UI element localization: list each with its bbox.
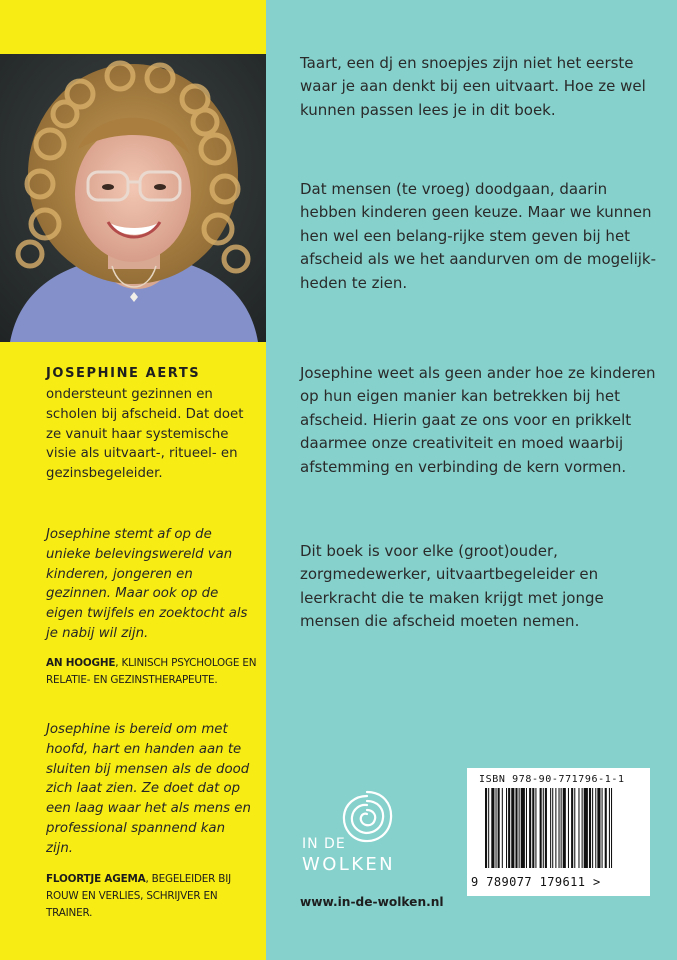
endorsement-attribution bbox=[46, 871, 266, 922]
author-bio: ondersteunt gezinnen en scholen bij afscheid. Dat doet ze vanuit haar systemische visie als uitvaart-, ritueel- en gezinsbegeleider. bbox=[46, 387, 244, 482]
blurb-paragraph: Dat mensen (te vroeg) doodgaan, daarin hebben kinderen geen keuze. Maar we kunnen hen wel een belang-rijke stem geven bij het afscheid als we het aandurven om de mogelijk-heden te zien. bbox=[300, 180, 657, 292]
author-name: JOSEPHINE AERTS bbox=[46, 366, 201, 381]
isbn-label: ISBN 978-90-771796-1-1 bbox=[479, 774, 625, 785]
author-photo bbox=[0, 54, 266, 342]
barcode-bars bbox=[475, 788, 643, 874]
publisher-name-line1: IN DE bbox=[302, 836, 346, 852]
blurb-paragraph: Josephine weet als geen ander hoe ze kinderen op hun eigen manier kan betrekken bij het afscheid. Hierin gaat ze ons voor en prikkelt daarmee onze creativiteit en moed waarbij afstemming en verbinding de kern vormen. bbox=[300, 364, 656, 476]
isbn-digits: 9 789077 179611 > bbox=[471, 875, 601, 889]
endorser-role: , KLINISCH PSYCHOLOGE EN RELATIE- EN GEZINSTHERAPEUTE. bbox=[46, 657, 257, 686]
endorser-name: AN HOOGHE bbox=[46, 657, 116, 669]
endorser-role: , BEGELEIDER BIJ ROUW EN VERLIES, SCHRIJVER EN TRAINER. bbox=[46, 873, 231, 919]
endorsement-quote: Josephine stemt af op de unieke belevingswereld van kinderen, jongeren en gezinnen. Maar ook op de eigen twijfels en zoektocht als je nabij wil zijn. bbox=[46, 527, 248, 641]
blurb-paragraph: Taart, een dj en snoepjes zijn niet het eerste waar je aan denkt bij een uitvaart. Hoe ze wel kunnen passen lees je in dit boek. bbox=[300, 54, 646, 119]
blurb-paragraph: Dit boek is voor elke (groot)ouder, zorgmedewerker, uitvaartbegeleider en leerkracht die te maken krijgt met jonge mensen die afscheid moeten nemen. bbox=[300, 542, 604, 631]
publisher-logo bbox=[302, 788, 412, 888]
endorsement-attribution bbox=[46, 655, 266, 689]
endorsement-quote: Josephine is bereid om met hoofd, hart en handen aan te sluiten bij mensen als de dood zich laat zien. Ze doet dat op een laag waar het als mens en professional spannend kan zijn. bbox=[46, 722, 251, 856]
publisher-website: www.in-de-wolken.nl bbox=[300, 895, 444, 909]
isbn-barcode bbox=[467, 768, 650, 896]
endorser-name: FLOORTJE AGEMA bbox=[46, 873, 146, 885]
publisher-name-line2: WOLKEN bbox=[302, 854, 396, 875]
